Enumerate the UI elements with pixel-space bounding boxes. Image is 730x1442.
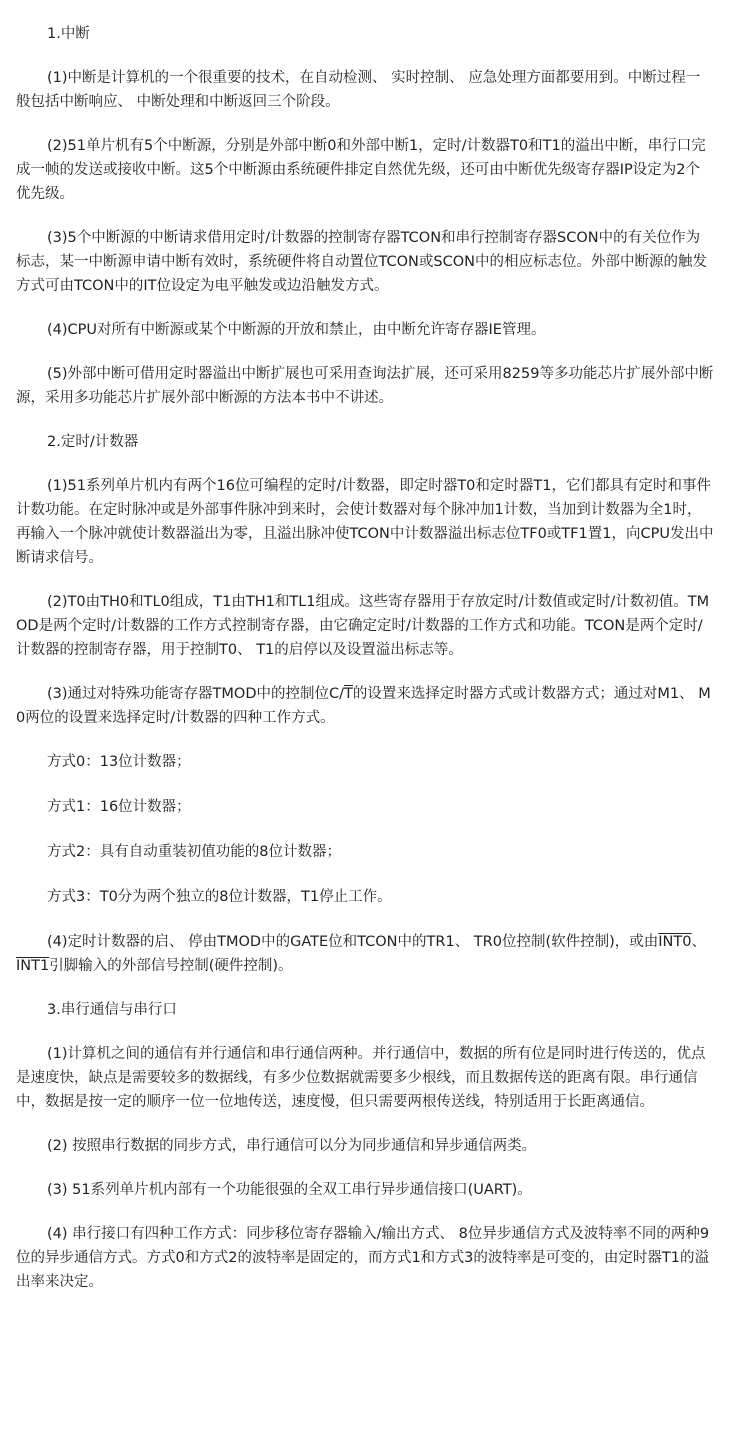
section-heading-timer-counter: 2.定时/计数器	[47, 434, 139, 450]
paragraph: (1)计算机之间的通信有并行通信和串行通信两种。并行通信中，数据的所有位是同时进行传送的，优点是速度快，缺点是需要较多的数据线，有多少位数据就需要多少根线，而且数据传送的距离有限。串行通信中，数据是按一定的顺序一位一位地传送，速度慢，但只需要两根传送线，特别适用于长距离通信。	[16, 1046, 706, 1110]
section-heading-interrupt: 1.中断	[47, 26, 90, 42]
paragraph: (3) 51系列单片机内部有一个功能很强的全双工串行异步通信接口(UART)。	[47, 1182, 532, 1198]
text-run: 、	[691, 934, 706, 950]
paragraph-start-stop	[16, 930, 714, 978]
paragraph: (4) 串行接口有四种工作方式：同步移位寄存器输入/输出方式、 8位异步通信方式及波特率不同的两种9位的异步通信方式。方式0和方式2的波特率是固定的，而方式1和方式3的波特率是可变的，由定时器T1的溢出率来决定。	[16, 1226, 710, 1290]
paragraph: (4)CPU对所有中断源或某个中断源的开放和禁止，由中断允许寄存器IE管理。	[47, 322, 546, 338]
paragraph: (2)51单片机有5个中断源，分别是外部中断0和外部中断1，定时/计数器T0和T1的溢出中断，串行口完成一帧的发送或接收中断。这5个中断源由系统硬件排定自然优先级，还可由中断优先级寄存器IP设定为2个优先级。	[16, 138, 706, 202]
overlined-INT1: INT1	[16, 958, 50, 974]
text-run: 的设置来选择定时器方式或计数器方式；通过对M1、 M0两位的设置来选择定时/计数器的四种工作方式。	[16, 686, 711, 726]
paragraph: (2)T0由TH0和TL0组成，T1由TH1和TL1组成。这些寄存器用于存放定时/计数值或定时/计数初值。TMOD是两个定时/计数器的工作方式控制寄存器，由它确定定时/计数器的工作方式和功能。TCON是两个定时/计数器的控制寄存器，用于控制T0、 T1的启停以及设置溢出标志等。	[16, 594, 710, 658]
paragraph: (2) 按照串行数据的同步方式，串行通信可以分为同步通信和异步通信两类。	[47, 1138, 537, 1154]
mode-item: 方式1：16位计数器；	[47, 799, 191, 815]
paragraph-control-bit	[16, 682, 714, 730]
paragraph: (1)中断是计算机的一个很重要的技术，在自动检测、 实时控制、 应急处理方面都要用到。中断过程一般包括中断响应、 中断处理和中断返回三个阶段。	[16, 70, 701, 110]
mode-item: 方式2：具有自动重装初值功能的8位计数器；	[47, 844, 341, 860]
section-heading-serial: 3.串行通信与串行口	[47, 1002, 177, 1018]
paragraph: (3)5个中断源的中断请求借用定时/计数器的控制寄存器TCON和串行控制寄存器SCON中的有关位作为标志，某一中断源申请中断有效时，系统硬件将自动置位TCON或SCON中的相应标志位。外部中断源的触发方式可由TCON中的IT位设定为电平触发或边沿触发方式。	[16, 230, 707, 294]
overlined-T: $\overline{T}$	[344, 686, 353, 702]
overlined-INT0: INT0	[658, 934, 692, 950]
mode-item: 方式3：T0分为两个独立的8位计数器，T1停止工作。	[47, 889, 392, 905]
text-run: (4)定时计数器的启、 停由TMOD中的GATE位和TCON中的TR1、 TR0位控制(软件控制)，或由	[47, 934, 659, 950]
paragraph: (1)51系列单片机内有两个16位可编程的定时/计数器，即定时器T0和定时器T1，它们都具有定时和事件计数功能。在定时脉冲或是外部事件脉冲到来时，会使计数器对每个脉冲加1计数，当加到计数器为全1时，再输入一个脉冲就使计数器溢出为零，且溢出脉冲使TCON中计数器溢出标志位TF0或TF1置1，向CPU发出中断请求信号。	[16, 478, 714, 566]
mode-item: 方式0：13位计数器；	[47, 754, 191, 770]
paragraph: (5)外部中断可借用定时器溢出中断扩展也可采用查询法扩展，还可采用8259等多功能芯片扩展外部中断源，采用多功能芯片扩展外部中断源的方法本书中不讲述。	[16, 366, 714, 406]
text-run: 引脚输入的外部信号控制(硬件控制)。	[49, 958, 293, 974]
text-run: (3)通过对特殊功能寄存器TMOD中的控制位C/	[47, 686, 344, 702]
